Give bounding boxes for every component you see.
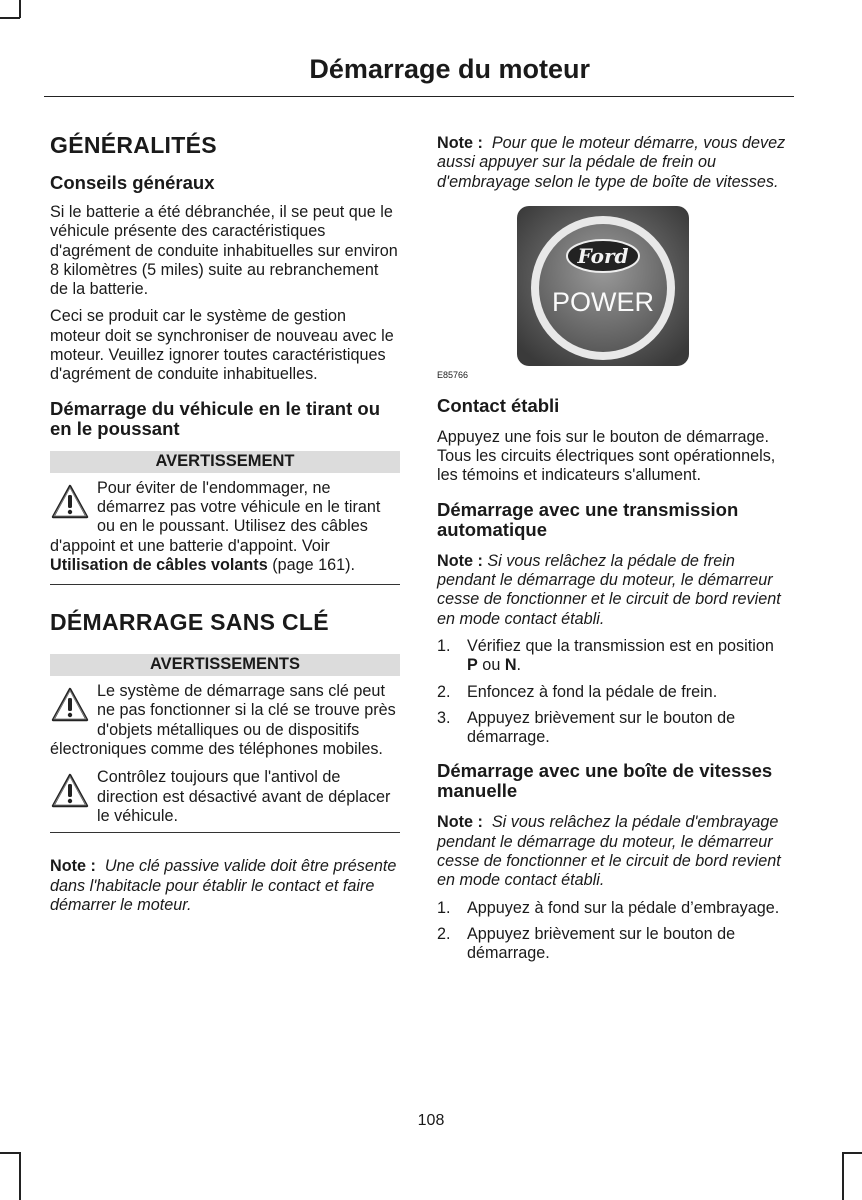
note-label: Note : (437, 134, 483, 152)
heading-conseils: Conseils généraux (50, 172, 215, 193)
power-button-figure (437, 200, 789, 382)
heading-push-start: Démarrage du véhicule en le tirant ou en le poussant (50, 397, 381, 439)
heading-keyless: DÉMARRAGE SANS CLÉ (50, 609, 329, 636)
warning-push-text: Pour éviter de l'endommager, ne démarrez pas votre véhicule en le tirant ou en le poussant. Utilisez des câbles d'appoint et une batterie d'appoint. Voir (50, 478, 381, 555)
title-divider (44, 96, 794, 97)
section-divider (50, 584, 400, 585)
warning-push-page: (page 161). (267, 555, 355, 574)
heading-generalites: GÉNÉRALITÉS (50, 132, 217, 158)
crop-mark-bottom-left-v (19, 1152, 21, 1200)
list-item: 2. Appuyez brièvement sur le bouton de démarrage. (437, 924, 736, 963)
note-pedal (437, 134, 789, 192)
note-label: Note : (50, 857, 96, 876)
warning-triangle-icon (50, 483, 90, 521)
paragraph-sync: Ceci se produit car le système de gestion moteur doit se synchroniser de nouveau avec le moteur. Veuillez ignorer toutes caractéristiques d'agrément de conduite inhabituelles. (50, 307, 394, 384)
heading-manual: Démarrage avec une boîte de vitesses manuelle (437, 760, 773, 802)
warning-keyless-text: Le système de démarrage sans clé peut ne pas fonctionner si la clé se trouve près d'objets métalliques ou de dispositifs électroniques comme des téléphones mobiles. (50, 682, 396, 759)
list-item: 1. Appuyez à fond sur la pédale d’embrayage. (437, 898, 780, 917)
list-item: 2. Enfoncez à fond la pédale de frein. (437, 682, 718, 701)
heading-contact: Contact établi (437, 394, 560, 416)
note-text: Pour que le moteur démarre, vous devez aussi appuyer sur la pédale de frein ou d'embrayage selon le type de boîte de vitesses. (437, 134, 786, 191)
note-text: Une clé passive valide doit être présente dans l'habitacle pour établir le contact et faire démarrer le moteur. (50, 857, 397, 914)
left-column (50, 132, 400, 923)
note-text: Si vous relâchez la pédale d'embrayage pendant le démarrage du moteur, le démarreur cesse de fonctionner et le circuit de bord revient en mode contact établi. (437, 813, 781, 890)
warning-steering-lock (50, 768, 400, 826)
list-item: 1. Vérifiez que la transmission est en position P ou N. (437, 636, 774, 675)
power-button-image (517, 206, 689, 366)
paragraph-battery: Si le batterie a été débranchée, il se peut que le véhicule présente des caractéristiques d'agrément de conduite inhabituelles sur environ 8 kilomètres (5 miles) suite au rebranchement de la batterie. (50, 203, 398, 299)
right-column (437, 134, 789, 972)
manual-steps (437, 899, 789, 964)
note-label: Note : (437, 551, 483, 570)
warning-triangle-icon (50, 686, 90, 724)
crop-mark-bottom-left-h (0, 1152, 20, 1154)
page-number: 108 (417, 1112, 445, 1129)
note-manual (437, 813, 789, 890)
power-label: POWER (551, 286, 655, 317)
note-automatic (437, 552, 789, 629)
warning-keyless (50, 682, 400, 759)
warning-triangle-icon (50, 772, 90, 810)
section-divider (50, 832, 400, 833)
note-label: Note : (437, 813, 483, 832)
warnings-header: AVERTISSEMENTS (50, 654, 400, 676)
heading-automatic: Démarrage avec une transmission automatique (437, 498, 739, 540)
note-text: Si vous relâchez la pédale de frein pendant le démarrage du moteur, le démarreur cesse de fonctionner et le circuit de bord revient en mode contact établi. (437, 551, 781, 628)
warning-push-start (50, 479, 400, 575)
page-title: Démarrage du moteur (309, 54, 590, 84)
ford-logo-text: Ford (577, 243, 629, 268)
warning-steering-text: Contrôlez toujours que l'antivol de direction est désactivé avant de déplacer le véhicule. (97, 768, 391, 825)
paragraph-contact: Appuyez une fois sur le bouton de démarrage. Tous les circuits électriques sont opérationnels, les témoins et indicateurs s'allument. (437, 427, 776, 485)
image-code: E85766 (437, 369, 469, 380)
crop-mark-bottom-right-h (842, 1152, 862, 1154)
note-passive-key (50, 857, 400, 915)
crop-mark-top-left-v (19, 0, 21, 18)
crop-mark-top-left-h (0, 17, 20, 19)
list-item: 3. Appuyez brièvement sur le bouton de démarrage. (437, 708, 736, 747)
warning-header: AVERTISSEMENT (50, 451, 400, 473)
automatic-steps (437, 637, 789, 747)
cross-reference-link[interactable]: Utilisation de câbles volants (50, 555, 268, 574)
crop-mark-bottom-right-v (842, 1152, 844, 1200)
